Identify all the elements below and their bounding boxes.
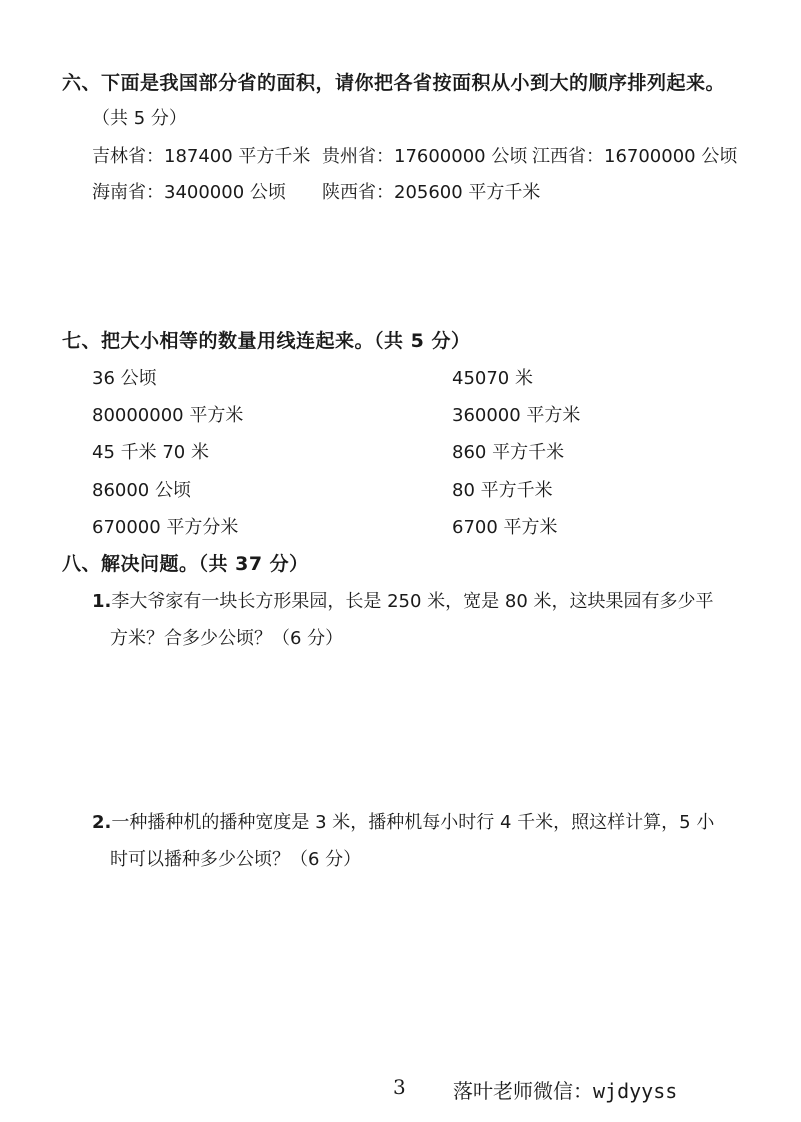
left-quantity[interactable]: 80000000 平方米: [92, 405, 244, 426]
left-quantity[interactable]: 45 千米 70 米: [92, 442, 209, 463]
problem-2-line-1: [92, 808, 714, 834]
page-number: 3: [393, 1075, 406, 1099]
contact-label: 落叶老师微信：: [453, 1079, 593, 1103]
left-quantity[interactable]: 670000 平方分米: [92, 517, 239, 538]
right-quantity[interactable]: 360000 平方米: [452, 405, 581, 426]
right-quantity[interactable]: 6700 平方米: [452, 517, 558, 538]
province-item: 江西省：16700000 公顷: [532, 146, 738, 167]
problem-2-line-2: 时可以播种多少公顷？（6 分）: [110, 849, 362, 870]
province-item: 贵州省：17600000 公顷: [322, 146, 528, 167]
problem-1-line-2: 方米？合多少公顷？（6 分）: [110, 628, 344, 649]
problem-text: 李大爷家有一块长方形果园，长是 250 米，宽是 80 米，这块果园有多少平: [111, 591, 714, 612]
problem-number: 2.: [92, 812, 112, 833]
left-quantity[interactable]: 36 公顷: [92, 368, 157, 389]
right-quantity[interactable]: 860 平方千米: [452, 442, 565, 463]
section-6-title: 六、下面是我国部分省的面积，请你把各省按面积从小到大的顺序排列起来。: [62, 72, 726, 94]
province-item: 吉林省：187400 平方千米: [92, 146, 311, 167]
contact-id: wjdyyss: [593, 1079, 678, 1103]
province-item: 陕西省：205600 平方千米: [322, 182, 541, 203]
problem-1-line-1: [92, 587, 714, 613]
province-item: 海南省：3400000 公顷: [92, 182, 286, 203]
problem-number: 1.: [92, 591, 112, 612]
section-8-title: 八、解决问题。（共 37 分）: [62, 553, 309, 575]
right-quantity[interactable]: 45070 米: [452, 368, 533, 389]
left-quantity[interactable]: 86000 公顷: [92, 480, 191, 501]
right-quantity[interactable]: 80 平方千米: [452, 480, 553, 501]
footer-contact: [453, 1075, 677, 1104]
problem-text: 一种播种机的播种宽度是 3 米，播种机每小时行 4 千米，照这样计算，5 小: [111, 812, 715, 833]
section-7-title: 七、把大小相等的数量用线连起来。（共 5 分）: [62, 330, 471, 352]
section-6-points: （共 5 分）: [92, 108, 187, 129]
